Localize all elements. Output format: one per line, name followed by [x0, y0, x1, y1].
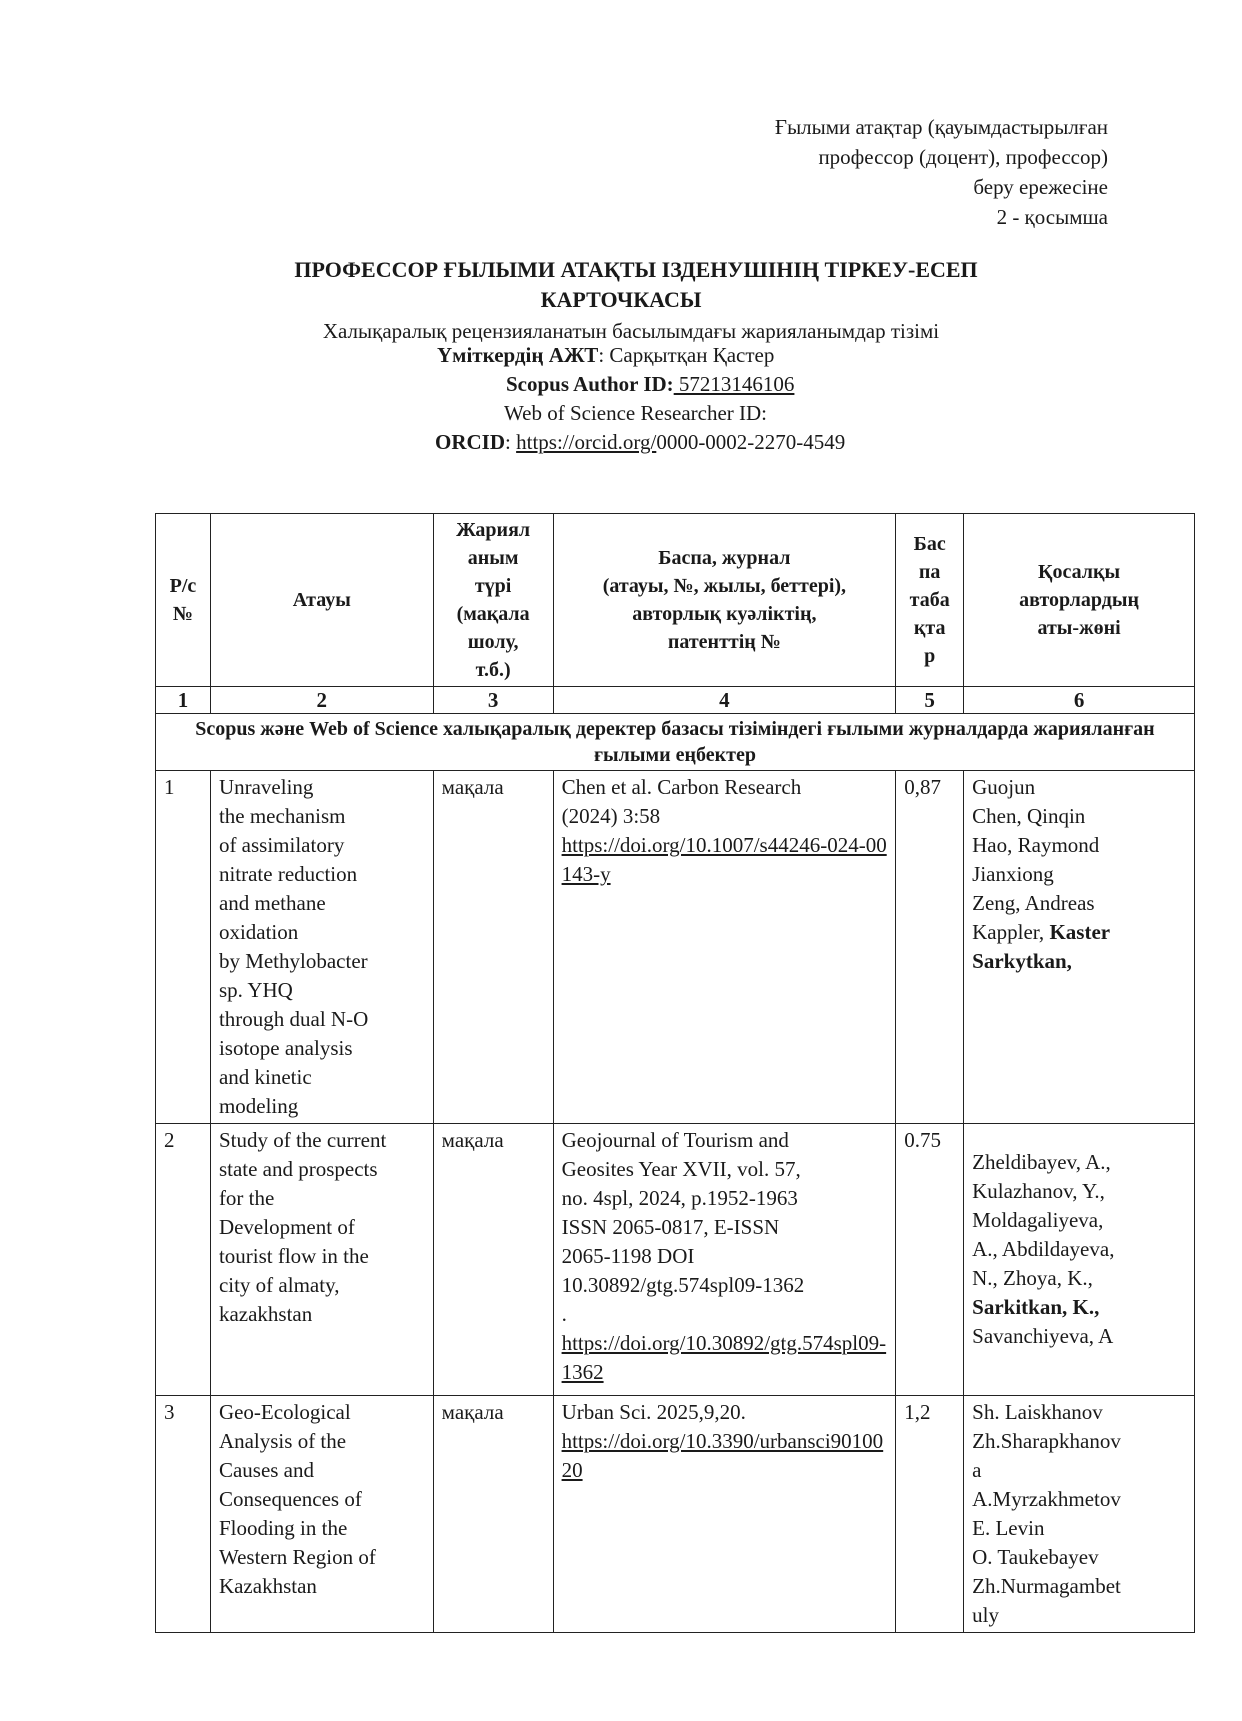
table-header-row [156, 514, 1195, 687]
column-number: 6 [964, 687, 1195, 714]
row-number: 3 [156, 1396, 211, 1633]
printed-sheets: 0.75 [896, 1124, 964, 1396]
doi-link[interactable]: https://doi.org/10.3390/urbansci9010020 [561, 1429, 884, 1482]
coauthors-highlight: Sarkitkan, K., [972, 1295, 1100, 1319]
applicant-name [437, 341, 774, 370]
row-number: 2 [156, 1124, 211, 1396]
row-number: 1 [156, 771, 211, 1124]
orcid-label: ORCID [435, 430, 506, 454]
title-line-2: КАРТОЧКАСЫ [540, 287, 702, 312]
journal-cell [553, 771, 896, 1124]
publication-type: мақала [433, 1124, 553, 1396]
orcid: ORCID: https://orcid.org/0000-0002-2270-4549 [435, 430, 846, 454]
printed-sheets: 1,2 [896, 1396, 964, 1633]
header-sheets: Бас па таба қта р [896, 514, 964, 687]
appendix-line: Ғылыми атақтар (қауымдастырылған [774, 115, 1108, 139]
appendix-line: 2 - қосымша [996, 205, 1108, 229]
document-subtitle: Халықаралық рецензияланатын басылымдағы жарияланымдар тізімі [322, 319, 940, 343]
coauthors: Guojun Chen, Qinqin Hao, Raymond Jianxiong Zeng, Andreas Kappler, [972, 775, 1100, 944]
appendix-line: беру ережесіне [973, 175, 1108, 199]
wos-id [504, 399, 767, 428]
printed-sheets: 0,87 [896, 771, 964, 1124]
journal-cell [553, 1124, 896, 1396]
coauthors: Zheldibayev, A., Kulazhanov, Y., Moldagaliyeva, A., Abdildayeva, N., Zhoya, K., [972, 1150, 1115, 1290]
header-title: Атауы [210, 514, 433, 687]
header-type: Жариял аным түрі (мақала шолу, т.б.) [433, 514, 553, 687]
column-number: 2 [210, 687, 433, 714]
appendix-line: профессор (доцент), профессор) [818, 145, 1108, 169]
coauthors-cell [964, 1124, 1195, 1396]
column-number-row [156, 687, 1195, 714]
coauthors-highlight: Kaster Sarkytkan, [972, 920, 1111, 973]
table-row [156, 1124, 1195, 1396]
column-number: 5 [896, 687, 964, 714]
scopus-value[interactable]: 57213146106 [673, 372, 795, 396]
column-number: 3 [433, 687, 553, 714]
header-journal: Баспа, журнал (атауы, №, жылы, беттері), авторлық куәліктің, патенттің № [553, 514, 896, 687]
coauthors-cell [964, 1396, 1195, 1633]
orcid-id: 0000-0002-2270-4549 [656, 430, 846, 454]
applicant-name-label: Үміткердің АЖТ [437, 343, 599, 367]
coauthors-cell [964, 771, 1195, 1124]
publication-title: Geo-Ecological Analysis of the Causes and Consequences of Flooding in the Western Region of Kazakhstan [210, 1396, 433, 1633]
coauthors: Sh. Laiskhanov Zh.Sharapkhanov a A.Myrzakhmetov E. Levin O. Taukebayev Zh.Nurmagambet uly [972, 1400, 1121, 1627]
orcid-link[interactable]: https://orcid.org/ [516, 430, 657, 454]
table-row [156, 771, 1195, 1124]
section-title: Scopus және Web of Science халықаралық деректер базасы тізіміндегі ғылыми журналдарда жарияланған ғылыми еңбектер [156, 714, 1195, 771]
journal-details: Urban Sci. 2025,9,20. [561, 1400, 746, 1424]
doi-link[interactable]: https://doi.org/10.30892/gtg.574spl09-1362 [561, 1331, 887, 1384]
scopus-label: Scopus Author ID [506, 372, 667, 396]
title-line-1: ПРОФЕССОР ҒЫЛЫМИ АТАҚТЫ ІЗДЕНУШІНІҢ ТІРКЕУ-ЕСЕП [294, 257, 978, 282]
wos-label: Web of Science Researcher ID: [504, 401, 768, 425]
publication-title: Study of the current state and prospects for the Development of tourist flow in the city of almaty, kazakhstan [210, 1124, 433, 1396]
section-row [156, 714, 1195, 771]
table-row [156, 1396, 1195, 1633]
scopus-id: Scopus Author ID: 57213146106 [506, 372, 795, 396]
column-number: 4 [553, 687, 896, 714]
appendix-note [775, 112, 1108, 232]
applicant-name-value: : Сарқытқан Қастер [598, 343, 775, 367]
column-number: 1 [156, 687, 211, 714]
publication-type: мақала [433, 771, 553, 1124]
publication-type: мақала [433, 1396, 553, 1633]
document-title [0, 255, 1242, 315]
header-coauthors: Қосалқы авторлардың аты-жөні [964, 514, 1195, 687]
journal-details: Geojournal of Tourism and Geosites Year XVII, vol. 57, no. 4spl, 2024, p.1952-1963 ISSN 2065-0817, E-ISSN 2065-1198 DOI 10.30892/gtg.574spl09-1362 . [561, 1128, 805, 1326]
publications-table [155, 513, 1195, 1633]
publication-title: Unraveling the mechanism of assimilatory nitrate reduction and methane oxidation by Methylobacter sp. YHQ through dual N-O isotope analysis and kinetic modeling [210, 771, 433, 1124]
header-no: Р/с № [156, 514, 211, 687]
doi-link[interactable]: https://doi.org/10.1007/s44246-024-00143-y [561, 833, 887, 886]
coauthors-rest: Savanchiyeva, A [972, 1324, 1114, 1348]
journal-details: Chen et al. Carbon Research (2024) 3:58 [561, 775, 802, 828]
journal-cell [553, 1396, 896, 1633]
